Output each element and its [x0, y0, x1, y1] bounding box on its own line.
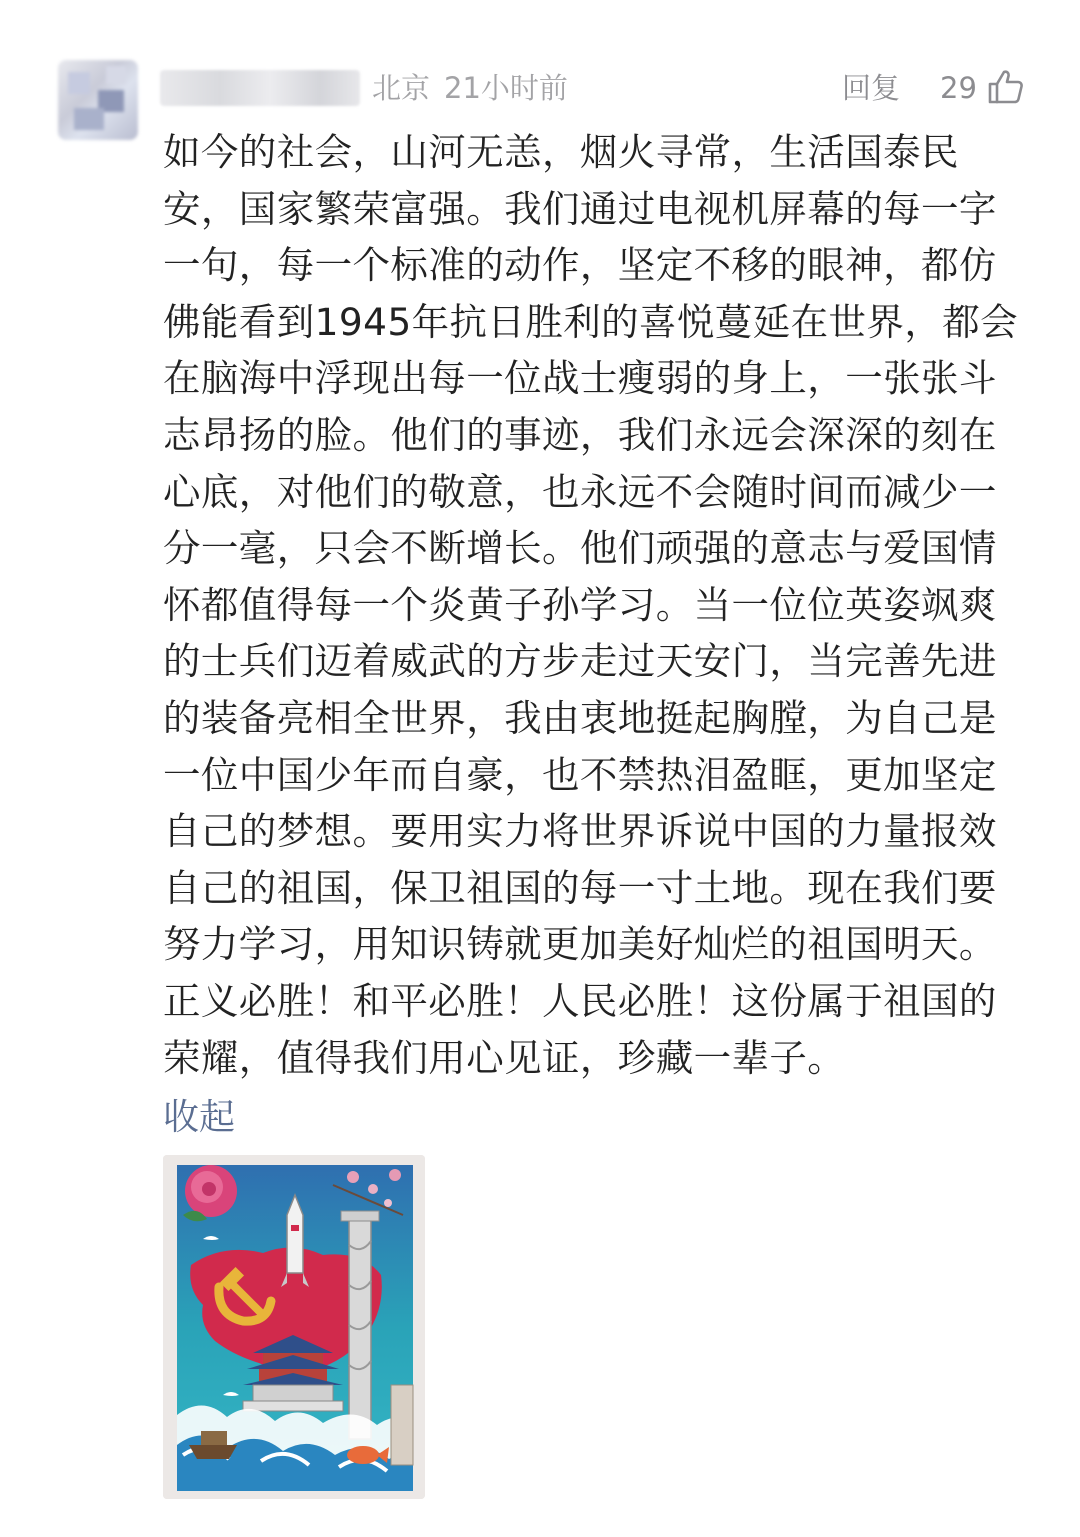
comment-text-line: 如今的社会，山河无恙，烟火寻常，生活国泰民 [163, 130, 959, 174]
comment-text-line: 分一毫，只会不断增长。他们顽强的意志与爱国情 [163, 526, 997, 571]
comment-text-line: 佛能看到1945年抗日胜利的喜悦蔓延在世界，都会 [163, 299, 1019, 344]
comment-meta [372, 68, 582, 108]
location-label: 北京 [372, 71, 431, 105]
timestamp-label: 21小时前 [444, 71, 568, 105]
comment-text-line: 怀都值得每一个炎黄子孙学习。当一位位英姿飒爽 [163, 582, 997, 627]
comment-text-line: 志昂扬的脸。他们的事迹，我们永远会深深的刻在 [163, 412, 997, 457]
reply-button[interactable]: 回复 [842, 71, 901, 105]
like-count: 29 [940, 71, 977, 105]
comment-text-line: 的士兵们迈着威武的方步走过天安门，当完善先进 [163, 639, 997, 684]
username-blurred[interactable] [160, 70, 360, 106]
comment-text-line: 一句，每一个标准的动作，坚定不移的眼神，都仿 [163, 243, 997, 288]
comment-text-line: 在脑海中浮现出每一位战士瘦弱的身上，一张张斗 [163, 356, 997, 401]
comment-text-line: 努力学习，用知识铸就更加美好灿烂的祖国明天。 [163, 922, 997, 967]
comment-text-line: 心底，对他们的敬意，也永远不会随时间而减少一 [163, 469, 997, 514]
comment-text [163, 124, 1035, 1086]
comment-text-line: 一位中国少年而自豪，也不禁热泪盈眶，更加坚定 [163, 752, 997, 797]
comment-text-line: 自己的梦想。要用实力将世界诉说中国的力量报效 [163, 809, 997, 854]
collapse-link[interactable]: 收起 [163, 1097, 236, 1138]
comment-text-line: 自己的祖国，保卫祖国的每一寸土地。现在我们要 [163, 865, 997, 910]
comment-text-line: 的装备亮相全世界，我由衷地挺起胸膛，为自己是 [163, 695, 997, 740]
thumbs-up-icon[interactable] [986, 68, 1024, 106]
attached-painting-image[interactable] [163, 1155, 425, 1499]
comment-text-line: 荣耀，值得我们用心见证，珍藏一辈子。 [163, 1035, 846, 1080]
patriotic-painting-illustration [163, 1155, 425, 1499]
comment-text-line: 正义必胜！和平必胜！人民必胜！这份属于祖国的 [163, 978, 997, 1023]
comment-text-line: 安，国家繁荣富强。我们通过电视机屏幕的每一字 [163, 186, 997, 231]
avatar[interactable] [58, 60, 138, 140]
